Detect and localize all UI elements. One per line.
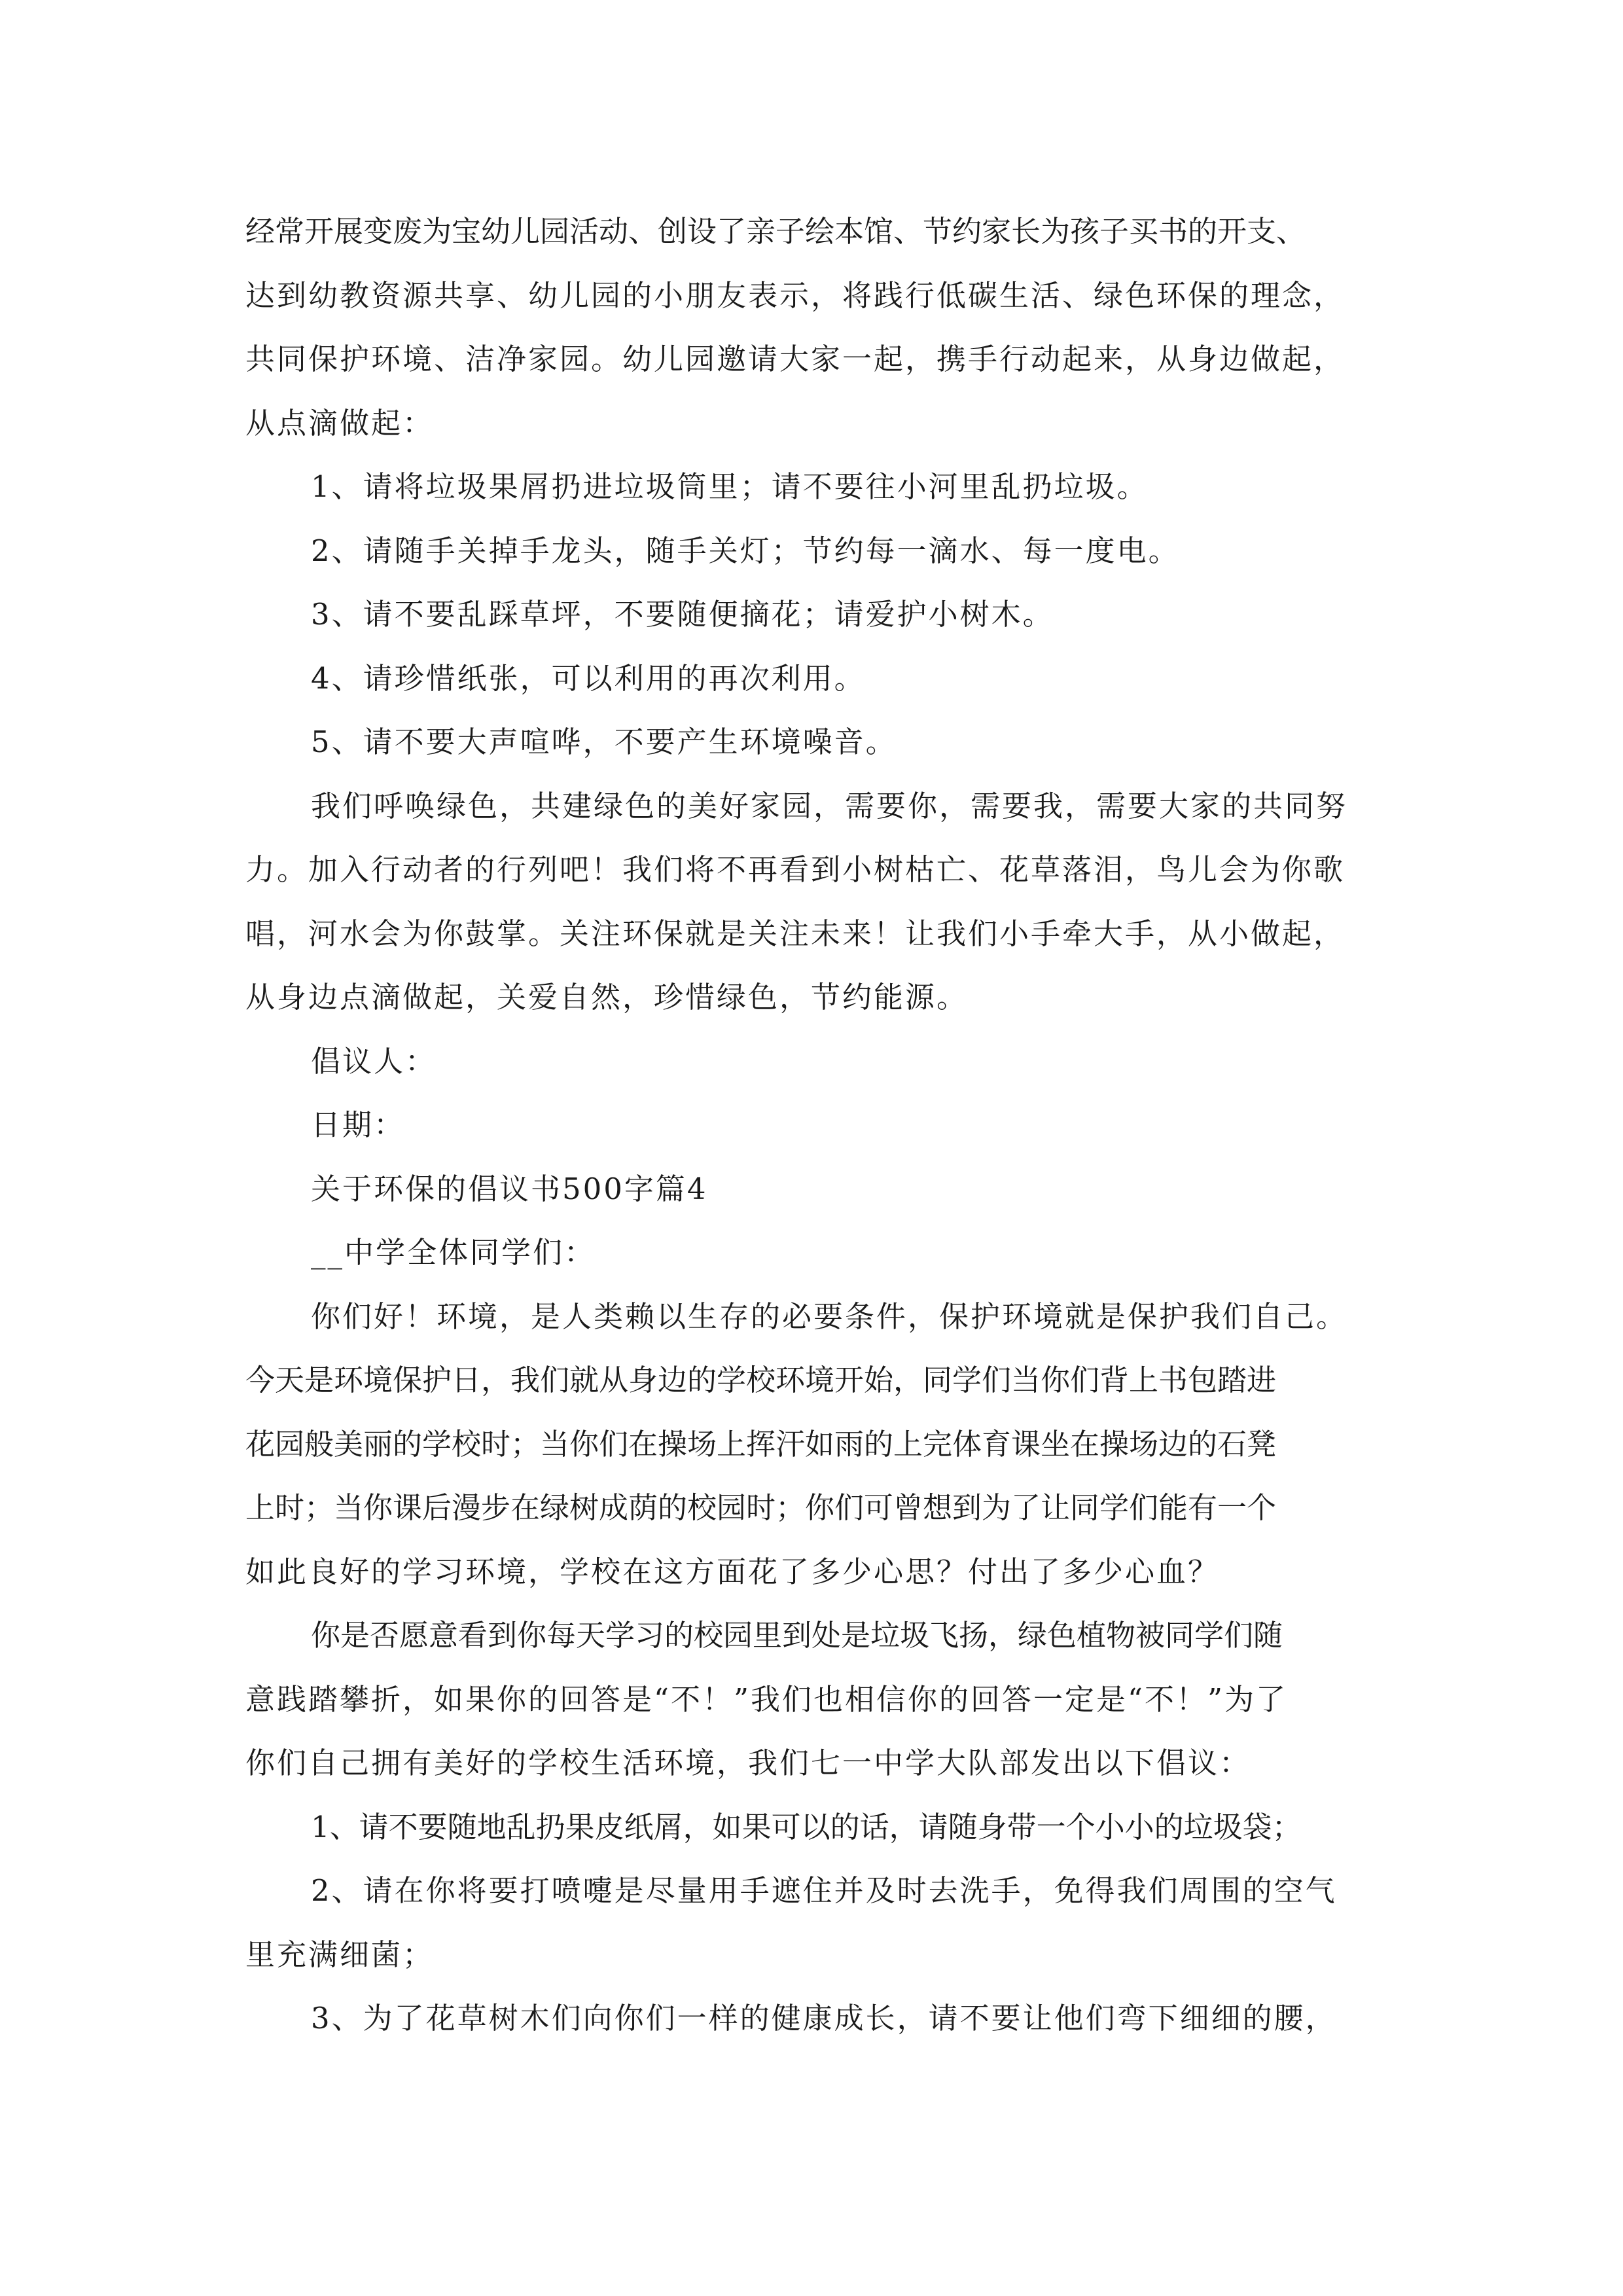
document-body <box>245 200 1404 2051</box>
text-line: 你是否愿意看到你每天学习的校园里到处是垃圾飞扬，绿色植物被同学们随 <box>311 1618 1283 1653</box>
list-item: 3、请不要乱踩草坪，不要随便摘花；请爱护小树木。 <box>311 597 1054 632</box>
list-item: 1、请将垃圾果屑扔进垃圾筒里；请不要往小河里乱扔垃圾。 <box>311 469 1149 504</box>
text-line: 我们呼唤绿色，共建绿色的美好家园，需要你，需要我，需要大家的共同努 <box>311 788 1348 823</box>
list-item: 2、请在你将要打喷嚏是尽量用手遮住并及时去洗手，免得我们周围的空气 <box>311 1873 1337 1908</box>
list-item: 3、为了花草树木们向你们一样的健康成长，请不要让他们弯下细细的腰， <box>311 2001 1337 2036</box>
text-line: 今天是环境保护日，我们就从身边的学校环境开始，同学们当你们背上书包踏进 <box>245 1363 1277 1397</box>
text-line: 你们自己拥有美好的学校生活环境，我们七一中学大队部发出以下倡议： <box>245 1746 1251 1780</box>
list-item: 2、请随手关掉手龙头，随手关灯；节约每一滴水、每一度电。 <box>311 533 1180 568</box>
text-line: 达到幼教资源共享、幼儿园的小朋友表示，将践行低碳生活、绿色环保的理念， <box>245 278 1346 313</box>
list-item: 5、请不要大声喧哗，不要产生环境噪音。 <box>311 725 897 759</box>
text-line: 你们好！环境，是人类赖以生存的必要条件，保护环境就是保护我们自己。 <box>311 1299 1348 1334</box>
text-line: 力。加入行动者的行列吧！我们将不再看到小树枯亡、花草落泪，鸟儿会为你歌 <box>245 852 1346 887</box>
section-heading: 关于环保的倡议书500字篇4 <box>311 1171 708 1206</box>
date-label: 日期： <box>311 1107 406 1142</box>
text-line: 经常开展变废为宝幼儿园活动、创设了亲子绘本馆、节约家长为孩子买书的开支、 <box>245 214 1306 249</box>
text-line: 唱，河水会为你鼓掌。关注环保就是关注未来！让我们小手牵大手，从小做起， <box>245 916 1346 951</box>
text-line: 意践踏攀折，如果你的回答是“不！”我们也相信你的回答一定是“不！”为了 <box>245 1681 1288 1717</box>
text-line: 里充满细菌； <box>245 1937 435 1972</box>
signature-label: 倡议人： <box>311 1043 437 1079</box>
text-line: 上时；当你课后漫步在绿树成荫的校园时；你们可曾想到为了让同学们能有一个 <box>245 1490 1277 1525</box>
list-item: 4、请珍惜纸张，可以利用的再次利用。 <box>311 660 866 696</box>
text-line: 共同保护环境、洁净家园。幼儿园邀请大家一起，携手行动起来，从身边做起， <box>245 342 1346 376</box>
text-line: 如此良好的学习环境，学校在这方面花了多少心思？付出了多少心血？ <box>245 1554 1220 1589</box>
text-line: 花园般美丽的学校时；当你们在操场上挥汗如雨的上完体育课坐在操场边的石凳 <box>245 1426 1277 1462</box>
text-line: 从身边点滴做起，关爱自然，珍惜绿色，节约能源。 <box>245 980 969 1014</box>
text-line: 从点滴做起： <box>245 405 435 440</box>
salutation: __中学全体同学们： <box>311 1235 596 1270</box>
list-item: 1、请不要随地乱扔果皮纸屑，如果可以的话，请随身带一个小小的垃圾袋； <box>311 1809 1302 1844</box>
